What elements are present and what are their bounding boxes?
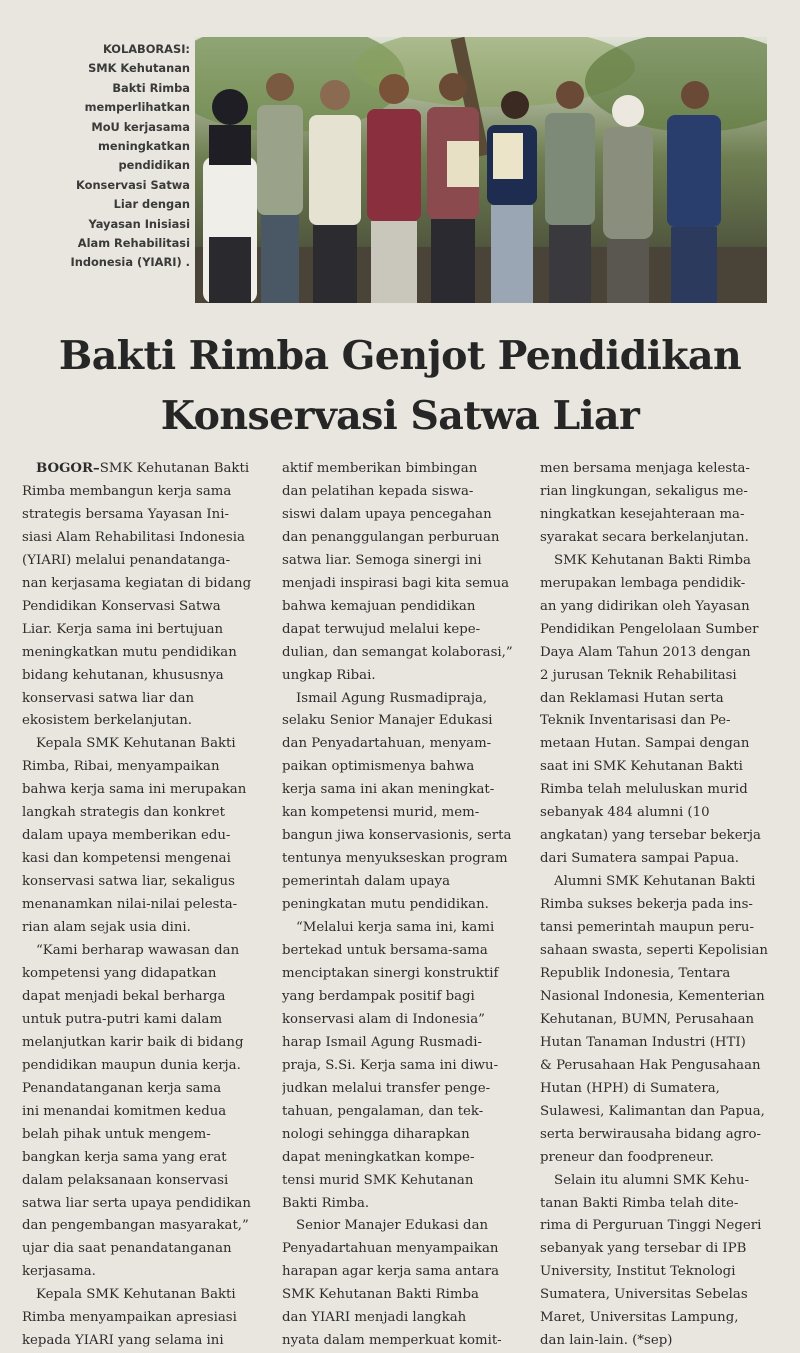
text-line: judkan melalui transfer penge- xyxy=(282,1080,491,1096)
text-line: Pendidikan Pengelolaan Sumber xyxy=(540,621,759,637)
text-line: Selain itu alumni SMK Kehu- xyxy=(554,1172,749,1188)
text-line: rima di Perguruan Tinggi Negeri xyxy=(540,1218,762,1234)
article-photo xyxy=(195,37,767,303)
text-line: dari Sumatera sampai Papua. xyxy=(540,851,739,867)
article-column-2 xyxy=(282,458,530,1353)
text-line: pemerintah dalam upaya xyxy=(282,874,450,890)
text-line: Teknik Inventarisasi dan Pe- xyxy=(540,713,731,729)
text-line: kerjasama. xyxy=(22,1264,96,1280)
text-line: SMK Kehutanan Bakti Rimba xyxy=(282,1287,479,1303)
caption-line: Alam Rehabilitasi xyxy=(77,236,190,251)
text-line: dulian, dan semangat kolaborasi,” xyxy=(282,644,513,660)
text-line: belah pihak untuk mengem- xyxy=(22,1126,211,1142)
text-line: Sumatera, Universitas Sebelas xyxy=(540,1287,748,1303)
text-line: satwa liar serta upaya pendidikan xyxy=(22,1195,251,1211)
caption-line: KOLABORASI: xyxy=(102,42,190,56)
text-line: Bakti Rimba. xyxy=(282,1195,370,1211)
text-line: bangkan kerja sama yang erat xyxy=(22,1149,227,1165)
text-line: Rimba membangun kerja sama xyxy=(22,483,232,499)
text-line: Rimba sukses bekerja pada ins- xyxy=(540,897,753,913)
text-line: Kepala SMK Kehutanan Bakti xyxy=(36,736,236,752)
text-line: dan YIARI menjadi langkah xyxy=(282,1310,467,1326)
text-line: dan Reklamasi Hutan serta xyxy=(540,690,724,706)
headline-line-1: Bakti Rimba Genjot Pendidikan xyxy=(58,333,742,379)
text-line: ningkatkan kesejahteraan ma- xyxy=(540,506,745,522)
text-line: Pendidikan Konservasi Satwa xyxy=(22,598,221,614)
photo-caption xyxy=(40,40,190,273)
text-line: Kepala SMK Kehutanan Bakti xyxy=(36,1287,236,1303)
text-line: saat ini SMK Kehutanan Bakti xyxy=(540,759,743,775)
text-line: dan Penyadartahuan, menyam- xyxy=(282,736,492,752)
text-line: selaku Senior Manajer Edukasi xyxy=(282,713,493,729)
text-line: dalam upaya memberikan edu- xyxy=(22,828,231,844)
caption-line: pendidikan xyxy=(118,158,190,173)
text-line: dan penanggulangan perburuan xyxy=(282,529,500,545)
text-line: Hutan (HPH) di Sumatera, xyxy=(540,1080,720,1096)
text-line: pendidikan maupun dunia kerja. xyxy=(22,1057,241,1073)
text-line: ekosistem berkelanjutan. xyxy=(22,713,193,729)
text-line: Rimba, Ribai, menyampaikan xyxy=(22,759,220,775)
text-line: satwa liar. Semoga sinergi ini xyxy=(282,552,482,568)
text-line: Republik Indonesia, Tentara xyxy=(540,965,731,981)
article-paragraph xyxy=(22,458,270,733)
text-line: Liar. Kerja sama ini bertujuan xyxy=(22,621,224,637)
text-line: Rimba menyampaikan apresiasi xyxy=(22,1310,237,1326)
text-line: dalam pelaksanaan konservasi xyxy=(22,1172,229,1188)
text-line: siasi Alam Rehabilitasi Indonesia xyxy=(22,529,245,545)
headline xyxy=(0,326,800,446)
text-line: angkatan) yang tersebar bekerja xyxy=(540,828,761,844)
text-line: kerja sama ini akan meningkat- xyxy=(282,782,495,798)
text-line: dapat terwujud melalui kepe- xyxy=(282,621,481,637)
text-line: Nasional Indonesia, Kementerian xyxy=(540,988,765,1004)
text-line: Penandatanganan kerja sama xyxy=(22,1080,222,1096)
headline-line-2: Konservasi Satwa Liar xyxy=(160,393,640,439)
text-line: preneur dan foodpreneur. xyxy=(540,1149,714,1165)
text-line: praja, S.Si. Kerja sama ini diwu- xyxy=(282,1057,499,1073)
text-line: Daya Alam Tahun 2013 dengan xyxy=(540,644,751,660)
text-line: SMK Kehutanan Bakti Rimba xyxy=(554,552,751,568)
text-line: Alumni SMK Kehutanan Bakti xyxy=(554,874,756,890)
text-line: bahwa kemajuan pendidikan xyxy=(282,598,476,614)
caption-line: Bakti Rimba xyxy=(112,80,190,95)
text-line: metaan Hutan. Sampai dengan xyxy=(540,736,750,752)
text-line: rian lingkungan, sekaligus me- xyxy=(540,483,748,499)
text-line: Ismail Agung Rusmadipraja, xyxy=(296,690,488,706)
text-line: rian alam sejak usia dini. xyxy=(22,920,191,936)
text-line: bahwa kerja sama ini merupakan xyxy=(22,782,247,798)
text-line: nan kerjasama kegiatan di bidang xyxy=(22,575,252,591)
text-line: bertekad untuk bersama-sama xyxy=(282,943,488,959)
text-line: harap Ismail Agung Rusmadi- xyxy=(282,1034,483,1050)
caption-line: memperlihatkan xyxy=(84,100,190,115)
text-line: langkah strategis dan konkret xyxy=(22,805,225,821)
group-photo-image xyxy=(195,37,767,303)
text-line: ini menandai komitmen kedua xyxy=(22,1103,227,1119)
caption-line: Yayasan Inisiasi xyxy=(88,216,190,231)
text-line: kompetensi yang didapatkan xyxy=(22,965,217,981)
article-paragraph xyxy=(282,458,530,688)
text-line: sahaan swasta, seperti Kepolisian xyxy=(540,943,768,959)
text-line: paikan optimismenya bahwa xyxy=(282,759,475,775)
text-line: Sulawesi, Kalimantan dan Papua, xyxy=(540,1103,765,1119)
text-line: menciptakan sinergi konstruktif xyxy=(282,965,499,981)
text-line: “Kami berharap wawasan dan xyxy=(36,943,240,959)
text-line: merupakan lembaga pendidik- xyxy=(540,575,746,591)
caption-line: Konservasi Satwa xyxy=(76,177,190,192)
text-line: tanan Bakti Rimba telah dite- xyxy=(540,1195,739,1211)
text-line: tensi murid SMK Kehutanan xyxy=(282,1172,474,1188)
text-line: dan pengembangan masyarakat,” xyxy=(22,1218,249,1234)
text-line xyxy=(22,458,270,481)
text-line: men bersama menjaga kelesta- xyxy=(540,461,750,476)
text-line: aktif memberikan bimbingan xyxy=(282,461,478,476)
text-line: menanamkan nilai-nilai pelesta- xyxy=(22,897,238,913)
article-column-1 xyxy=(22,458,270,1353)
text-line: konservasi satwa liar, sekaligus xyxy=(22,874,235,890)
text-line: konservasi satwa liar dan xyxy=(22,690,195,706)
text-line: an yang didirikan oleh Yayasan xyxy=(540,598,750,614)
article-paragraph xyxy=(540,871,788,1169)
text-line: harapan agar kerja sama antara xyxy=(282,1264,500,1280)
text-line: Rimba telah meluluskan murid xyxy=(540,782,748,798)
caption-line: meningkatkan xyxy=(98,139,190,154)
text-line: dapat meningkatkan kompe- xyxy=(282,1149,475,1165)
text-line: nyata dalam memperkuat komit- xyxy=(282,1333,502,1349)
text-line: Penyadartahuan menyampaikan xyxy=(282,1241,499,1257)
caption-line: SMK Kehutanan xyxy=(88,61,190,76)
text-line: tansi pemerintah maupun peru- xyxy=(540,920,754,936)
article-paragraph xyxy=(22,940,270,1284)
text-line: & Perusahaan Hak Pengusahaan xyxy=(540,1057,761,1073)
text-line: tahuan, pengalaman, dan tek- xyxy=(282,1103,484,1119)
text-line: yang berdampak positif bagi xyxy=(282,988,475,1004)
text-line: syarakat secara berkelanjutan. xyxy=(540,529,749,545)
text-line: kan kompetensi murid, mem- xyxy=(282,805,480,821)
text-line: Kehutanan, BUMN, Perusahaan xyxy=(540,1011,755,1027)
article-paragraph xyxy=(540,1170,788,1353)
text-line: 2 jurusan Teknik Rehabilitasi xyxy=(540,667,737,683)
caption-line: MoU kerjasama xyxy=(91,119,190,134)
article-column-3 xyxy=(540,458,788,1353)
article-paragraph xyxy=(282,1215,530,1353)
dateline: BOGOR– xyxy=(36,461,100,476)
text-line: bidang kehutanan, khususnya xyxy=(22,667,224,683)
text-line-body: SMK Kehutanan Bakti xyxy=(99,461,250,476)
text-line: dapat menjadi bekal berharga xyxy=(22,988,226,1004)
text-line: sebanyak 484 alumni (10 xyxy=(540,805,710,821)
text-line: nologi sehingga diharapkan xyxy=(282,1126,470,1142)
article-paragraph xyxy=(540,458,788,550)
article-paragraph xyxy=(282,917,530,1215)
article-paragraph xyxy=(540,550,788,871)
text-line: konservasi alam di Indonesia” xyxy=(282,1011,485,1027)
text-line: University, Institut Teknologi xyxy=(540,1264,736,1280)
text-line: Senior Manajer Edukasi dan xyxy=(296,1218,489,1234)
caption-line: Liar dengan xyxy=(113,197,190,212)
text-line: siswi dalam upaya pencegahan xyxy=(282,506,492,522)
text-line: ujar dia saat penandatanganan xyxy=(22,1241,232,1257)
text-line: dan lain-lain. (*sep) xyxy=(540,1333,673,1349)
text-line: serta berwirausaha bidang agro- xyxy=(540,1126,762,1142)
text-line: strategis bersama Yayasan Ini- xyxy=(22,506,229,522)
article-paragraph xyxy=(282,688,530,918)
caption-line: Indonesia (YIARI) . xyxy=(70,255,190,270)
text-line: tentunya menyukseskan program xyxy=(282,851,508,867)
text-line: untuk putra-putri kami dalam xyxy=(22,1011,223,1027)
text-line: Hutan Tanaman Industri (HTI) xyxy=(540,1034,746,1050)
text-line: melanjutkan karir baik di bidang xyxy=(22,1034,244,1050)
text-line: menjadi inspirasi bagi kita semua xyxy=(282,575,510,591)
text-line: meningkatkan mutu pendidikan xyxy=(22,644,237,660)
article-paragraph xyxy=(22,1284,270,1353)
text-line: sebanyak yang tersebar di IPB xyxy=(540,1241,747,1257)
text-line: kasi dan kompetensi mengenai xyxy=(22,851,231,867)
text-line: dan pelatihan kepada siswa- xyxy=(282,483,474,499)
text-line: (YIARI) melalui penandatanga- xyxy=(22,552,231,568)
text-line: “Melalui kerja sama ini, kami xyxy=(296,920,495,936)
article-paragraph xyxy=(22,733,270,940)
text-line: kepada YIARI yang selama ini xyxy=(22,1333,224,1349)
text-line: ungkap Ribai. xyxy=(282,667,376,683)
text-line: bangun jiwa konservasionis, serta xyxy=(282,828,512,844)
text-line: peningkatan mutu pendidikan. xyxy=(282,897,489,913)
text-line: Maret, Universitas Lampung, xyxy=(540,1310,739,1326)
